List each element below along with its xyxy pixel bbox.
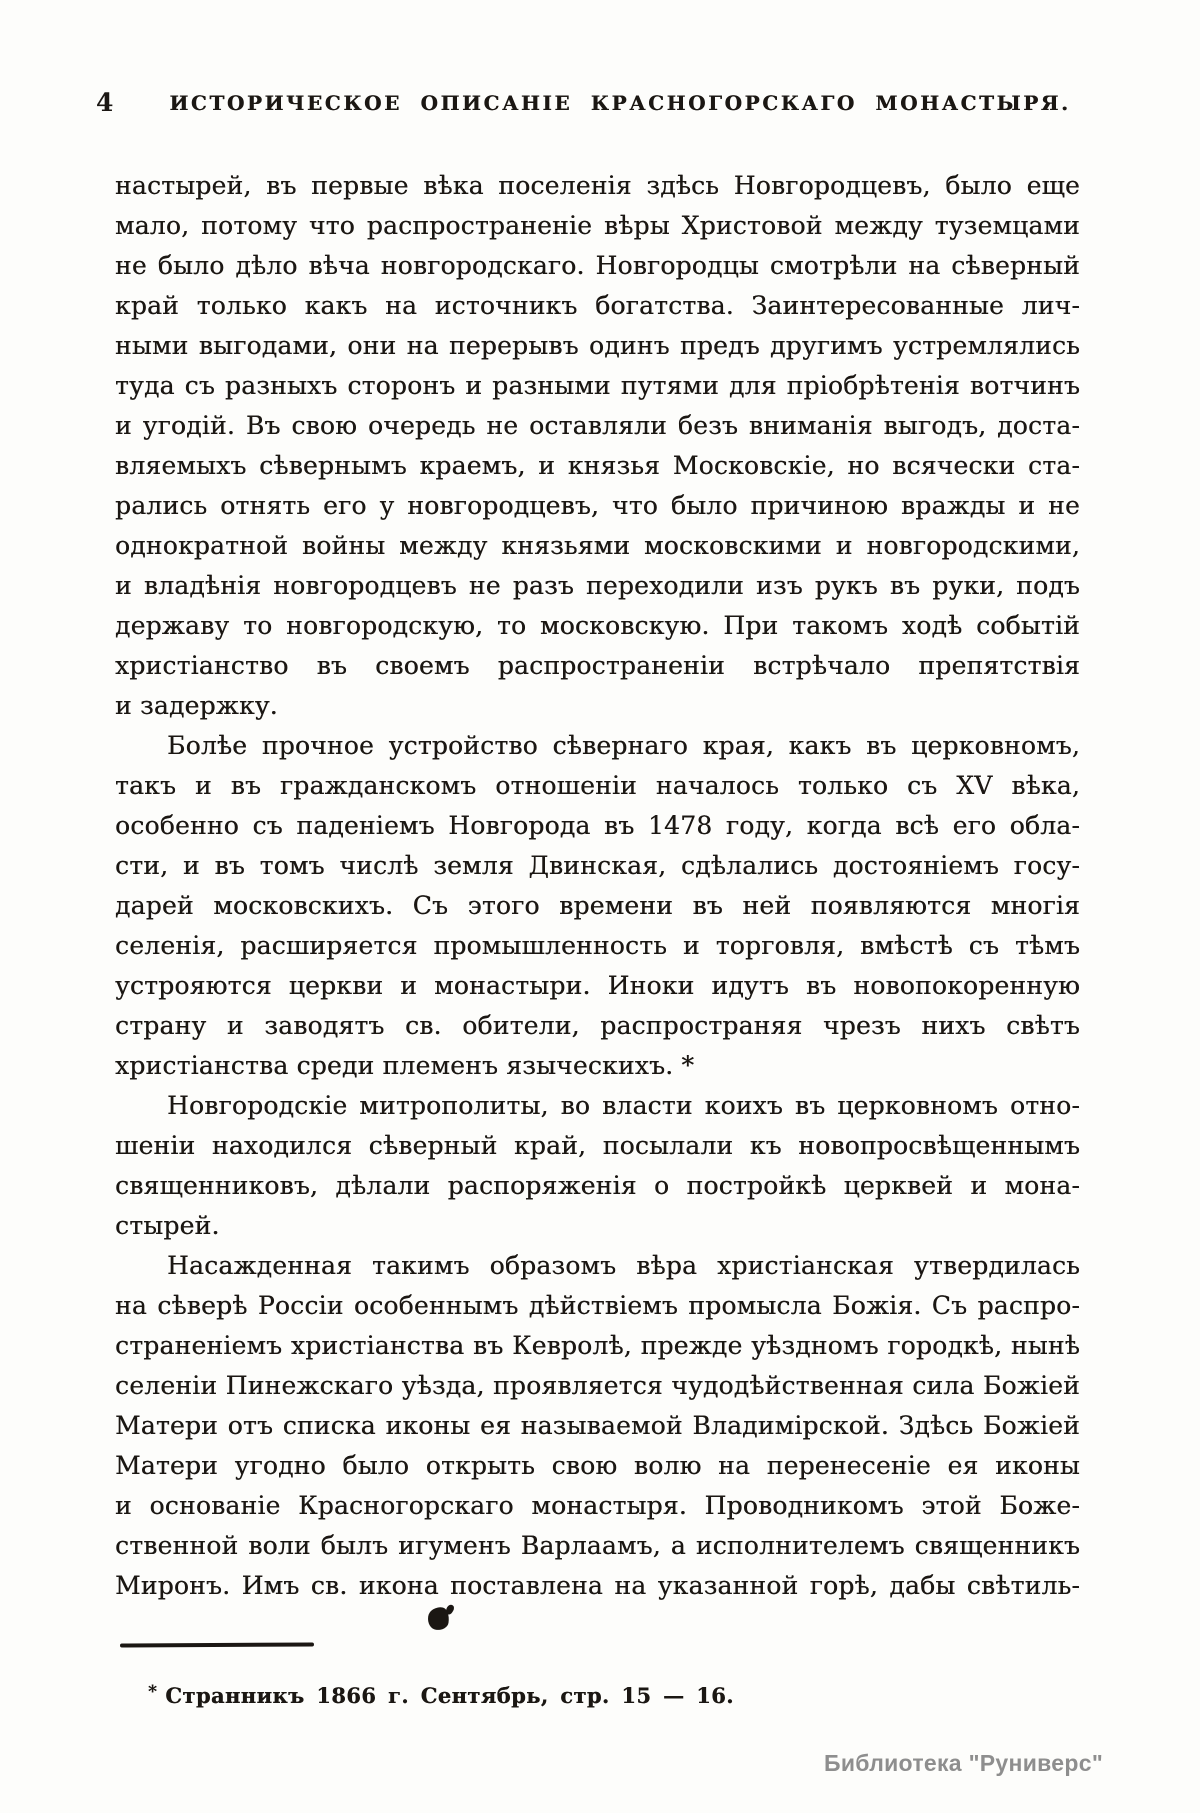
text-line: Болѣе прочное устройство сѣвернаго края, какъ въ церковномъ, <box>167 731 1080 760</box>
text-line: священниковъ, дѣлали распоряженія о постройкѣ церквей и мона- <box>115 1171 1080 1200</box>
text-line: Насажденная такимъ образомъ вѣра христіанская утвердилась <box>167 1251 1080 1280</box>
text-line: такъ и въ гражданскомъ отношеніи началось только съ XV вѣка, <box>115 771 1080 800</box>
text-line: дарей московскихъ. Съ этого времени въ ней появляются многія <box>115 891 1080 920</box>
text-line: сти, и въ томъ числѣ земля Двинская, сдѣлались достояніемъ госу- <box>115 851 1080 880</box>
text-line: страненіемъ христіанства въ Кевролѣ, прежде уѣздномъ городкѣ, нынѣ <box>115 1331 1080 1360</box>
text-line: Миронъ. Имъ св. икона поставлена на указанной горѣ, дабы свѣтиль- <box>115 1571 1080 1600</box>
footnote-text: Странникъ 1866 г. Сентябрь, стр. 15 — 16. <box>165 1683 734 1708</box>
text-line: не было дѣло вѣча новгородскаго. Новгородцы смотрѣли на сѣверный <box>115 251 1080 280</box>
library-watermark: Библиотека "Руниверс" <box>824 1750 1104 1776</box>
text-line: и угодій. Въ свою очередь не оставляли безъ вниманія выгодъ, доста- <box>115 411 1080 440</box>
text-line: и владѣнія новгородцевъ не разъ переходили изъ рукъ въ руки, подъ <box>115 571 1080 600</box>
text-line: селеніи Пинежскаго уѣзда, проявляется чудодѣйственная сила Божіей <box>115 1371 1080 1400</box>
text-line: настырей, въ первые вѣка поселенія здѣсь Новгородцевъ, было еще <box>115 171 1080 200</box>
text-line: и задержку. <box>115 691 278 720</box>
text-line: Матери отъ списка иконы ея называемой Владимірской. Здѣсь Божіей <box>115 1411 1080 1440</box>
text-line: туда съ разныхъ сторонъ и разными путями для пріобрѣтенія вотчинъ <box>115 371 1080 400</box>
footnote-marker: * <box>148 1682 158 1702</box>
text-line: страну и заводятъ св. обители, распространяя чрезъ нихъ свѣтъ <box>115 1011 1080 1040</box>
text-line: и основаніе Красногорскаго монастыря. Проводникомъ этой Боже- <box>115 1491 1080 1520</box>
page-body <box>115 166 1080 1606</box>
ink-blot-mark <box>427 1606 451 1632</box>
page-number: 4 <box>96 88 114 117</box>
text-line: однократной войны между князьями московскими и новгородскими, <box>115 531 1080 560</box>
text-line: ственной воли былъ игуменъ Варлаамъ, а исполнителемъ священникъ <box>115 1531 1080 1560</box>
footnote <box>148 1682 734 1708</box>
text-line: Матери угодно было открыть свою волю на перенесеніе ея иконы <box>115 1451 1080 1480</box>
running-head <box>0 88 1200 118</box>
text-line: христіанства среди племенъ языческихъ. * <box>115 1051 695 1080</box>
text-line: стырей. <box>115 1211 220 1240</box>
text-line: селенія, расширяется промышленность и торговля, вмѣстѣ съ тѣмъ <box>115 931 1080 960</box>
text-line: шеніи находился сѣверный край, посылали къ новопросвѣщеннымъ <box>115 1131 1080 1160</box>
running-header-title: ИСТОРИЧЕСКОЕ ОПИСАНІЕ КРАСНОГОРСКАГО МОНАСТЫРЯ. <box>169 91 1071 115</box>
text-line: державу то новгородскую, то московскую. При такомъ ходѣ событій <box>115 611 1080 640</box>
text-line: рались отнять его у новгородцевъ, что было причиною вражды и не <box>115 491 1080 520</box>
text-line: на сѣверѣ Россіи особеннымъ дѣйствіемъ промысла Божія. Съ распро- <box>115 1291 1080 1320</box>
text-line: устрояются церкви и монастыри. Иноки идутъ въ новопокоренную <box>115 971 1080 1000</box>
text-line: вляемыхъ сѣвернымъ краемъ, и князья Московскіе, но всячески ста- <box>115 451 1080 480</box>
text-line: особенно съ паденіемъ Новгорода въ 1478 году, когда всѣ его обла- <box>115 811 1080 840</box>
text-line: мало, потому что распространеніе вѣры Христовой между туземцами <box>115 211 1080 240</box>
text-line: христіанство въ своемъ распространеніи встрѣчало препятствія <box>115 651 1080 680</box>
text-line: Новгородскіе митрополиты, во власти коихъ въ церковномъ отно- <box>167 1091 1080 1120</box>
footnote-separator-rule <box>120 1642 314 1647</box>
text-line: ными выгодами, они на перерывъ одинъ предъ другимъ устремлялись <box>115 331 1080 360</box>
text-line: край только какъ на источникъ богатства. Заинтересованные лич- <box>115 291 1080 320</box>
